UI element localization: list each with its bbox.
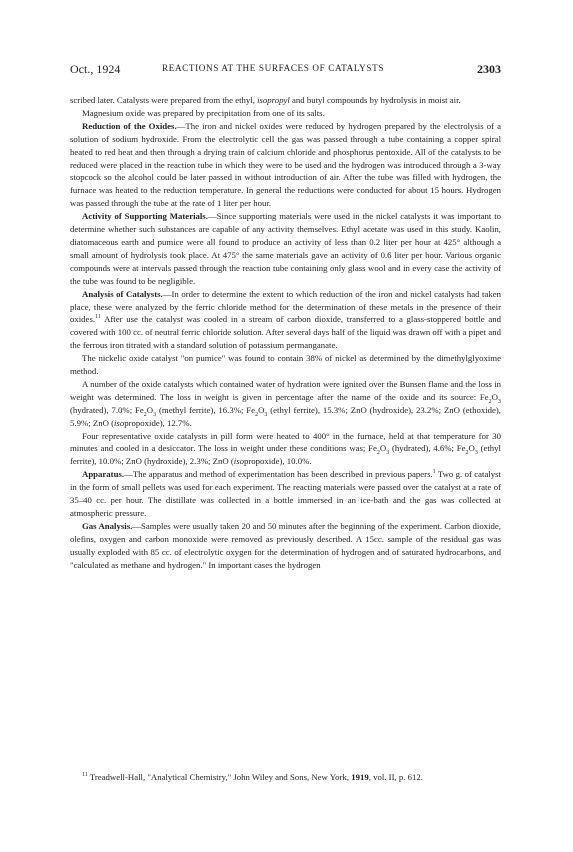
subscript: 2: [376, 450, 380, 457]
paragraph-magnesium-oxide: [70, 107, 501, 120]
subscript: 3: [153, 411, 157, 418]
text-run: —The apparatus and method of experimentation has been described in previous papers.: [124, 469, 433, 480]
text-run: —Since supporting materials were used in the nickel catalysts it was important to determine whether such substances are capable of any activity themselves. Ethyl acetate was used in this study. Kaolin, diatomaceous earth and pumice were all found to produce an activity of less than 0.2 liter per hour at 425° although a small amount of hydrolysis took place. At 475° the same materials gave an activity of 0.6 liter per hour. Various organic compounds were at intervals passed through the reaction tube containing only glass wool and in every case the activity of the tube was found to be negligible.: [70, 211, 501, 286]
article-body: [70, 94, 501, 572]
paragraph-nickelic-oxide: [70, 352, 501, 378]
header-running-title: REACTIONS AT THE SURFACES OF CATALYSTS: [162, 63, 385, 73]
text-run: O: [258, 404, 265, 415]
section-heading-reduction: Reduction of the Oxides.: [82, 120, 177, 131]
subscript: 2: [465, 450, 469, 457]
section-heading-supporting-materials: Activity of Supporting Materials.: [82, 211, 208, 222]
text-run: After use the catalyst was cooled in a stream of carbon dioxide, transferred to a glass-stoppered bottle and covered with 100 cc. of neutral ferric chloride solution. After several days half of the liquid was drawn off with a pipet and the ferrous iron titrated with a standard solution of potassium permanganate.: [70, 314, 501, 351]
running-header: [70, 62, 501, 78]
footnote-ref: 11: [95, 314, 101, 321]
header-date: Oct., 1924: [70, 62, 121, 76]
subscript: 3: [498, 398, 501, 405]
paragraph-apparatus: [70, 468, 501, 520]
text-run: and butyl compounds by hydrolysis in moist air.: [289, 95, 461, 105]
paragraph-catalyst-preparation: [70, 94, 501, 107]
text-run: (hydrated), 7.0%; Fe: [70, 404, 144, 415]
text-run: propoxide), 12.7%.: [124, 417, 192, 428]
text-run: The nickelic oxide catalyst "on pumice" was found to contain 38% of nickel as determined by the dimethylglyoxime method.: [70, 353, 501, 377]
text-run: —In order to determine the extent to which reduction of the iron and nickel catalysts had taken place, these were analyzed by the ferric chloride method for the determination of these metals in the presence of their oxides.: [70, 288, 501, 325]
paragraph-pill-heating: [70, 430, 501, 469]
text-run: propoxide), 10.0%.: [244, 456, 312, 467]
text-run: scribed later. Catalysts were prepared from the ethyl,: [70, 95, 258, 105]
subscript: 2: [488, 398, 492, 405]
paragraph-gas-analysis: [70, 520, 501, 572]
text-run: O: [468, 443, 475, 454]
subscript: 3: [386, 450, 390, 457]
text-run: Magnesium oxide was prepared by precipitation from one of its salts.: [82, 107, 325, 118]
section-heading-gas-analysis: Gas Analysis.: [82, 520, 133, 531]
text-run: Four representative oxide catalysts in pill form were heated to 400° in the furnace, held at that temperature for 30 minutes and cooled in a desiccator. The loss in weight under these conditions was; Fe: [70, 430, 501, 454]
paragraph-supporting-materials: [70, 210, 501, 287]
subscript: 3: [264, 411, 268, 418]
text-run: (hydrated), 4.6%; Fe: [389, 443, 466, 454]
italic-run: isopropyl: [257, 95, 290, 105]
text-run: , vol. II, p. 612.: [368, 772, 423, 782]
text-run: (methyl ferrite), 16.3%; Fe: [156, 404, 256, 415]
text-run: Treadwell-Hall, "Analytical Chemistry," John Wiley and Sons, New York,: [87, 772, 352, 782]
subscript: 3: [474, 450, 478, 457]
paragraph-reduction-of-oxides: [70, 120, 501, 210]
text-run: Two g. of catalyst in the form of small pellets was used for each experiment. The reacting materials were passed over the catalyst at a rate of 35–40 cc. per hour. The distillate was collected in a bottle immersed in an ice-bath and the gas was collected at atmospheric pressure.: [70, 469, 501, 518]
page-number: 2303: [477, 62, 501, 76]
footnote-number: 11: [82, 772, 88, 779]
text-run: O: [146, 404, 154, 415]
subscript: 2: [255, 411, 259, 418]
section-heading-apparatus: Apparatus.: [82, 469, 125, 480]
subscript: 2: [143, 411, 147, 418]
text-run: —Samples were usually taken 20 and 50 minutes after the beginning of the experiment. Carbon dioxide, olefins, oxygen and carbon monoxide were removed as previously described. A 15cc. sample of the residual gas was usually exploded with 85 cc. of electrolytic oxygen for the determination of hydrogen and of saturated hydrocarbons, and "calculated as methane and hydrogen." In important cases the hydrogen: [70, 520, 501, 570]
italic-run: iso: [233, 456, 244, 467]
text-run: —The iron and nickel oxides were reduced by hydrogen prepared by the electrolysis of a solution of sodium hydroxide. From the electrolytic cell the gas was passed through a tube containing a copper spiral heated to red heat and then through a drying train of calcium chloride and phosphorus pentoxide. All of the catalysts to be reduced were placed in the reaction tube in which they were to be used and the hydrogen was introduced through a 3-way stopcock so the alcohol could be later passed in without introduction of air. After the tube was filled with hydrogen, the furnace was heated to the reduction temperature. In general the reductions were conducted for about 15 hours. Hydrogen was passed through the tube at the rate of 1 liter per hour.: [70, 120, 502, 209]
text-run: O: [379, 443, 387, 454]
text-run: (ethyl ferrite), 15.3%; ZnO (hydroxide), 23.2%; ZnO (ethoxide), 5.9%; ZnO (: [70, 404, 501, 428]
section-heading-analysis: Analysis of Catalysts.: [82, 288, 163, 299]
footnote-year: 1919: [351, 772, 369, 782]
paragraph-analysis-of-catalysts: [70, 288, 501, 353]
reference-marker: 1: [432, 469, 436, 476]
text-run: A number of the oxide catalysts which contained water of hydration were ignited over the Bunsen flame and the loss in weight was determined. The loss in weight is given in percentage after the name of the oxide and its source: Fe: [70, 378, 501, 402]
text-run: O: [491, 391, 498, 402]
text-run: (ethyl ferrite), 10.0%; ZnO (hydroxide), 2.3%; ZnO (: [70, 443, 501, 467]
italic-run: iso: [114, 417, 125, 428]
paragraph-loss-on-ignition: [70, 378, 501, 430]
footnote: [70, 771, 501, 784]
